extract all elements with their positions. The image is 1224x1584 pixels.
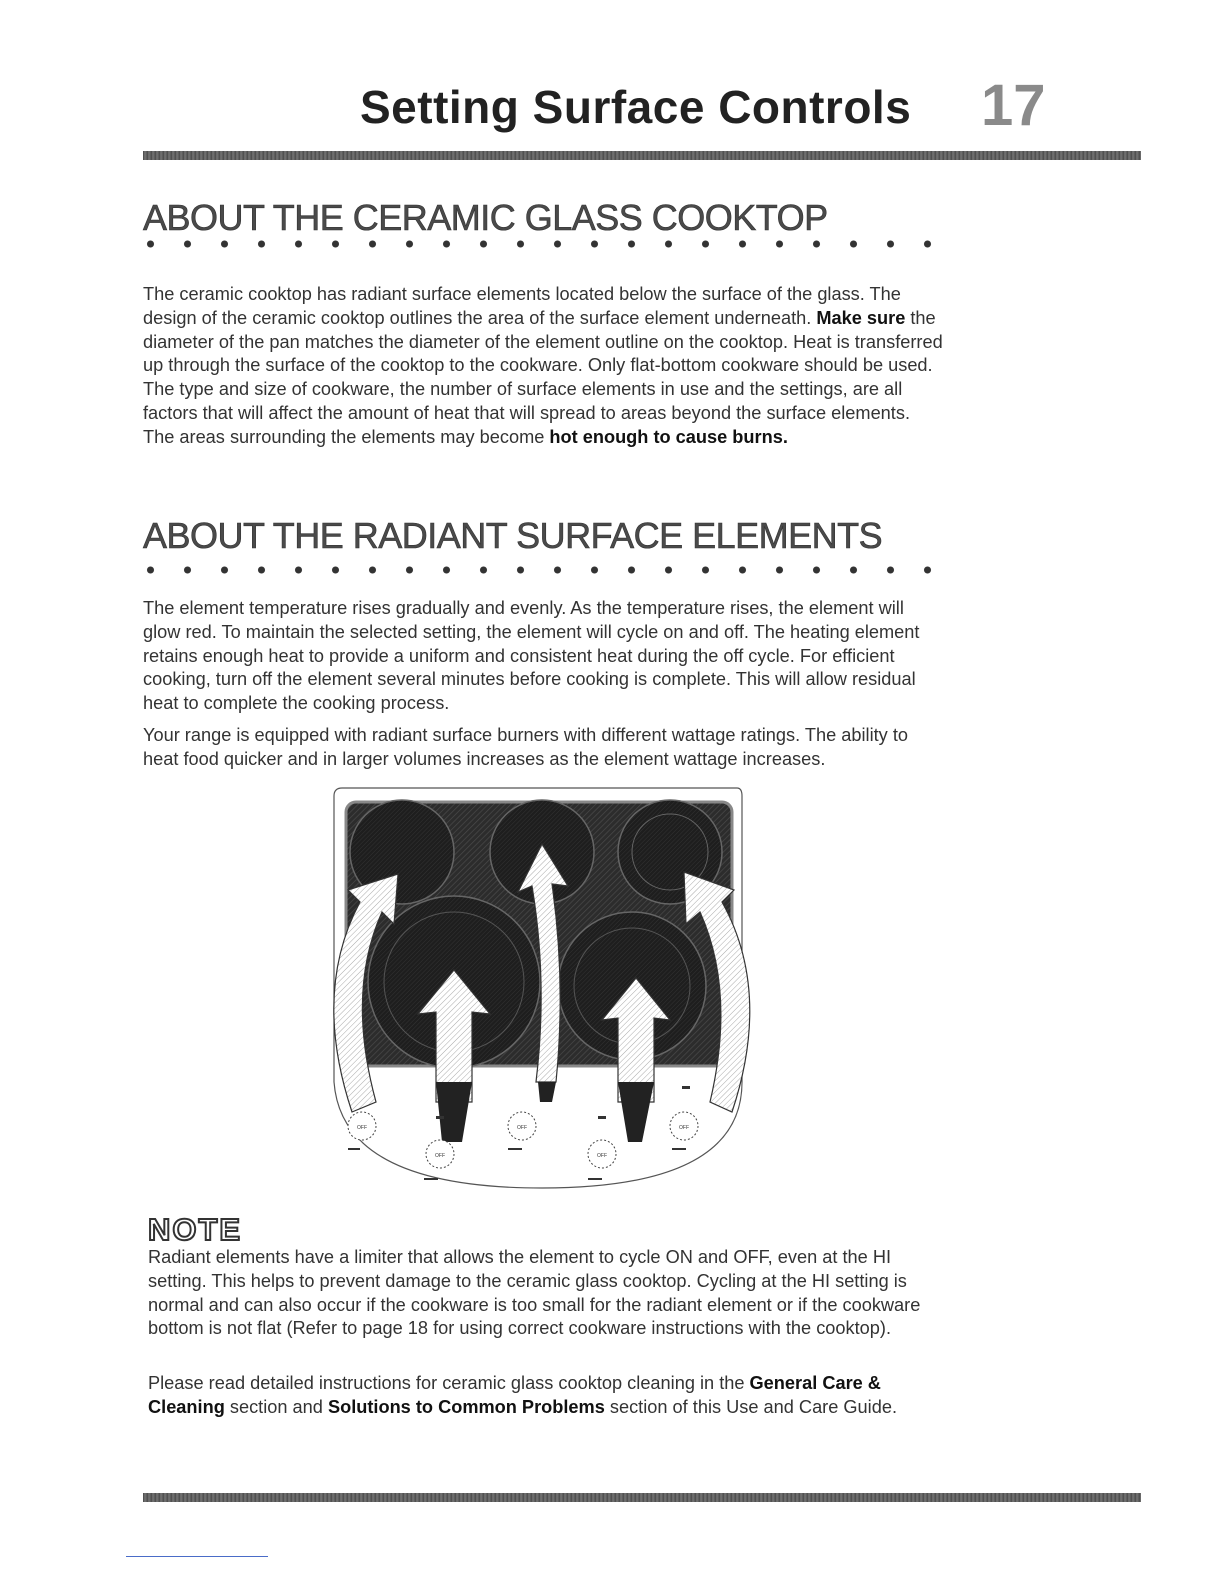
dotted-divider (146, 565, 956, 575)
header-rule (143, 151, 1141, 160)
note-paragraph-2 (148, 1372, 948, 1420)
ceramic-bold-2: hot enough to cause burns. (549, 426, 788, 447)
control-knob[interactable] (670, 1112, 698, 1140)
note-bold-general-care: General Care & Cleaning (148, 1373, 881, 1417)
cooktop-illustration (312, 782, 772, 1194)
note-paragraph-1: Radiant elements have a limiter that allows the element to cycle ON and OFF, even at the HI setting. This helps to prevent damage to the ceramic glass cooktop. Cycling at the HI setting is normal and can also occur if the cookware is too small for the radiant element or if the cookware bottom is not flat (Refer to page 18 for using correct cookware instructions with the cooktop). (148, 1247, 921, 1339)
knob-label: OFF (435, 1153, 445, 1159)
radiant-paragraph-2: Your range is equipped with radiant surface burners with different wattage ratings. The ability to heat food quicker and in larger volumes increases as the element wattage increases. (143, 725, 909, 769)
section-heading-ceramic: ABOUT THE CERAMIC GLASS COOKTOP (143, 197, 828, 238)
page-header (145, 72, 1141, 142)
note-text-c: section of this Use and Care Guide. (604, 1396, 897, 1417)
page-title: Setting Surface Controls (360, 81, 912, 133)
page-number: 17 (981, 73, 1046, 138)
ceramic-paragraph (143, 283, 945, 450)
ceramic-text-2: the diameter of the pan matches the diameter of the element outline on the cooktop. Heat is transferred up through the surface of the cooktop to the cookware. Only flat-bottom cookware should be used. The type and size of cookware, the number of surface elements in use and the settings, are all factors that will affect the amount of heat that will spread to areas beyond the surface elements. The areas surrounding the elements may become (143, 307, 943, 447)
control-knob[interactable] (508, 1112, 536, 1140)
note-title: NOTE (148, 1212, 243, 1247)
control-knob[interactable] (348, 1112, 376, 1140)
footer-link-underline (126, 1556, 268, 1557)
cooktop-svg (312, 782, 772, 1194)
note-bold-solutions: Solutions to Common Problems (327, 1396, 605, 1417)
dotted-divider (146, 239, 956, 249)
knob-label: OFF (679, 1125, 689, 1131)
knob-label: OFF (517, 1125, 527, 1131)
knob-label: OFF (357, 1125, 367, 1131)
ceramic-text-1: The ceramic cooktop has radiant surface elements located below the surface of the glass. The design of the ceramic cooktop outlines the area of the surface element underneath. (143, 284, 901, 328)
note-text-a: Please read detailed instructions for ceramic glass cooktop cleaning in the (148, 1373, 750, 1393)
footer-rule (143, 1493, 1141, 1502)
ceramic-bold-1: Make sure (816, 307, 906, 328)
radiant-paragraph-1: The element temperature rises gradually and evenly. As the temperature rises, the element will glow red. To maintain the selected setting, the element will cycle on and off. The heating element retains enough heat to provide a uniform and consistent heat during the off cycle. For efficient cooking, turn off the element several minutes before cooking is complete. This will allow residual heat to complete the cooking process. (143, 598, 920, 714)
control-knob[interactable] (426, 1140, 454, 1168)
note-text-b: section and (224, 1396, 328, 1417)
section-heading-radiant: ABOUT THE RADIANT SURFACE ELEMENTS (143, 515, 883, 556)
control-knob[interactable] (588, 1140, 616, 1168)
knob-label: OFF (597, 1153, 607, 1159)
